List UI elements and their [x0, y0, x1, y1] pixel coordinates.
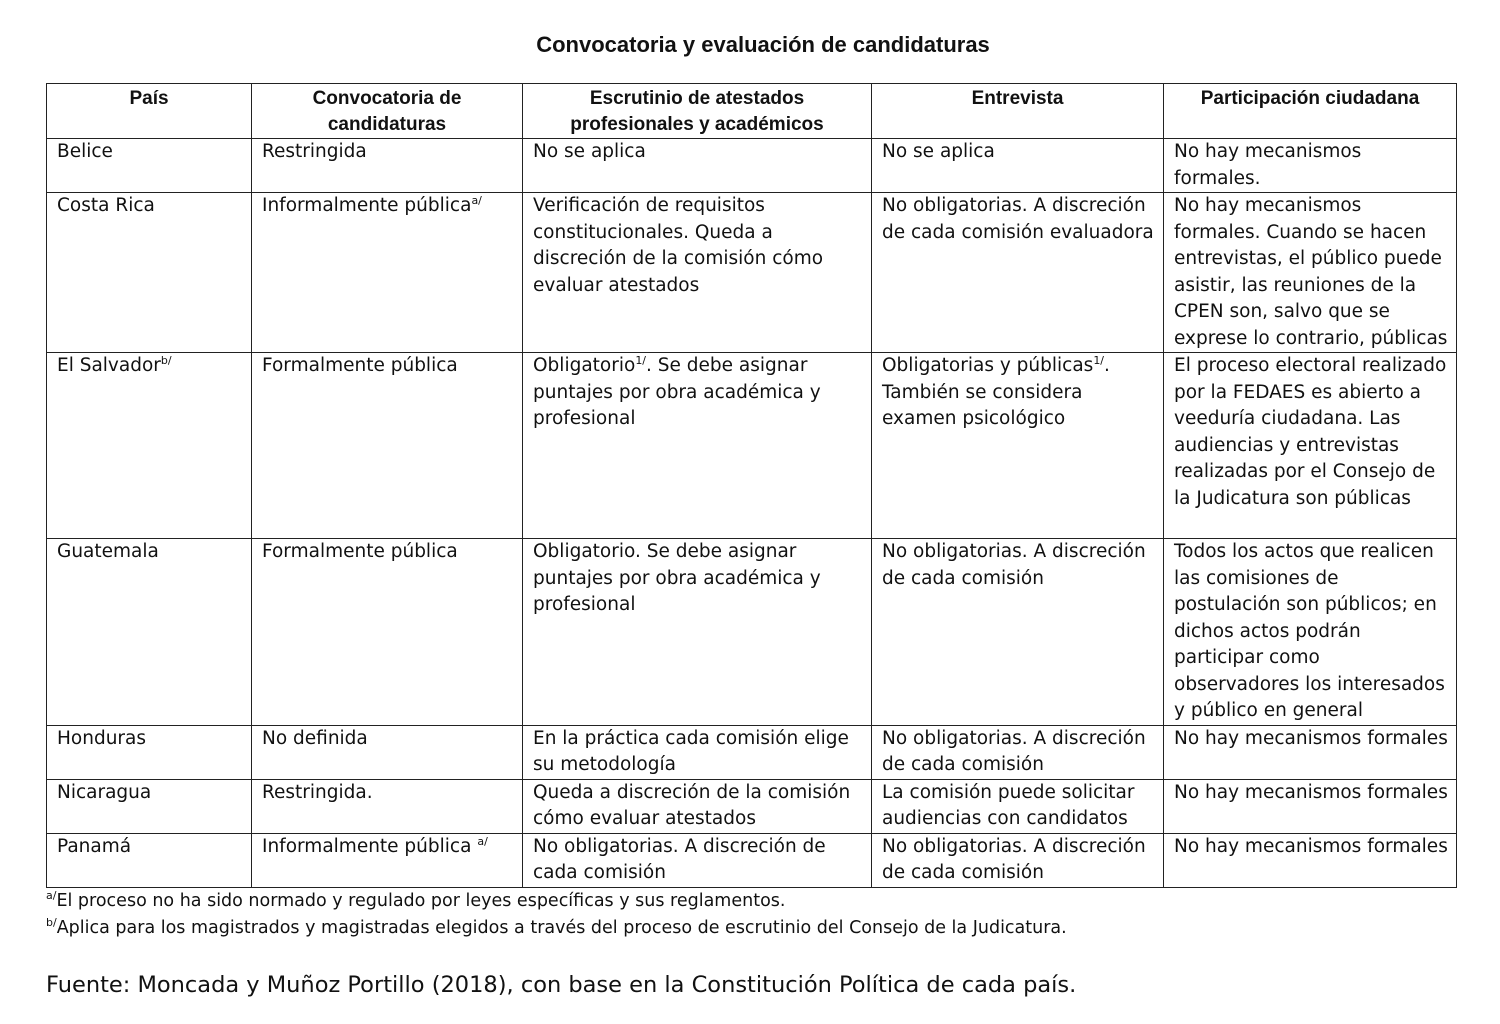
cell-participacion: El proceso electoral realizado por la FEDAES es abierto a veeduría ciudadana. Las audiencias y entrevistas realizadas por el Consejo de la Judicatura son públicas	[1164, 353, 1457, 539]
cell-escrutinio: No obligatorias. A discreción de cada comisión	[523, 833, 872, 887]
cell-participacion: No hay mecanismos formales. Cuando se hacen entrevistas, el público puede asistir, las reuniones de la CPEN son, salvo que se exprese lo contrario, públicas	[1164, 193, 1457, 353]
cell-convocatoria: Restringida	[252, 139, 523, 193]
cell-pais: El Salvador$^{b/}$	[47, 353, 252, 539]
cell-pais: Belice	[47, 139, 252, 193]
footnote-a: $^{a/}$El proceso no ha sido normado y regulado por leyes específicas y sus reglamentos.	[46, 889, 786, 911]
header-convocatoria: Convocatoria de candidaturas	[252, 84, 523, 139]
cell-convocatoria: Informalmente pública$^{a/}$	[252, 193, 523, 353]
footnote-b: $^{b/}$Aplica para los magistrados y magistradas elegidos a través del proceso de escrutinio del Consejo de la Judicatura.	[46, 915, 1067, 938]
header-participacion: Participación ciudadana	[1164, 84, 1457, 139]
cell-entrevista: No se aplica	[872, 139, 1164, 193]
header-row	[47, 84, 1457, 139]
source-note: Fuente: Moncada y Muñoz Portillo (2018), con base en la Constitución Política de cada país.	[46, 972, 1077, 998]
table-row	[47, 779, 1457, 833]
header-pais: País	[47, 84, 252, 139]
table-row	[47, 193, 1457, 353]
cell-convocatoria: Formalmente pública	[252, 539, 523, 726]
cell-entrevista: No obligatorias. A discreción de cada comisión evaluadora	[872, 193, 1164, 353]
cell-escrutinio: Obligatorio. Se debe asignar puntajes por obra académica y profesional	[523, 539, 872, 726]
cell-convocatoria: Formalmente pública	[252, 353, 523, 539]
cell-participacion: No hay mecanismos formales.	[1164, 139, 1457, 193]
cell-participacion: No hay mecanismos formales	[1164, 725, 1457, 779]
cell-participacion: No hay mecanismos formales	[1164, 833, 1457, 887]
cell-pais: Costa Rica	[47, 193, 252, 353]
cell-pais: Panamá	[47, 833, 252, 887]
table-row	[47, 539, 1457, 726]
cell-escrutinio: En la práctica cada comisión elige su metodología	[523, 725, 872, 779]
cell-convocatoria: No definida	[252, 725, 523, 779]
cell-participacion: No hay mecanismos formales	[1164, 779, 1457, 833]
table-row	[47, 833, 1457, 887]
cell-convocatoria: Informalmente pública $^{a/}$	[252, 833, 523, 887]
cell-entrevista: Obligatorias y públicas$^{1/}$. También se considera examen psicológico	[872, 353, 1164, 539]
cell-escrutinio: Obligatorio$^{1/}$. Se debe asignar puntajes por obra académica y profesional	[523, 353, 872, 539]
cell-escrutinio: Queda a discreción de la comisión cómo evaluar atestados	[523, 779, 872, 833]
candidaturas-table	[46, 83, 1457, 888]
footnotes	[46, 888, 1067, 941]
table-title: Convocatoria y evaluación de candidaturas	[536, 32, 990, 57]
cell-entrevista: La comisión puede solicitar audiencias con candidatos	[872, 779, 1164, 833]
cell-escrutinio: No se aplica	[523, 139, 872, 193]
cell-participacion: Todos los actos que realicen las comisiones de postulación son públicos; en dichos actos podrán participar como observadores los interesados y público en general	[1164, 539, 1457, 726]
cell-escrutinio: Verificación de requisitos constitucionales. Queda a discreción de la comisión cómo evaluar atestados	[523, 193, 872, 353]
cell-pais: Guatemala	[47, 539, 252, 726]
header-escrutinio: Escrutinio de atestados profesionales y académicos	[523, 84, 872, 139]
cell-entrevista: No obligatorias. A discreción de cada comisión	[872, 725, 1164, 779]
table-row	[47, 353, 1457, 539]
table-row	[47, 725, 1457, 779]
header-entrevista: Entrevista	[872, 84, 1164, 139]
cell-pais: Nicaragua	[47, 779, 252, 833]
table-row	[47, 139, 1457, 193]
cell-entrevista: No obligatorias. A discreción de cada comisión	[872, 833, 1164, 887]
cell-pais: Honduras	[47, 725, 252, 779]
cell-convocatoria: Restringida.	[252, 779, 523, 833]
cell-entrevista: No obligatorias. A discreción de cada comisión	[872, 539, 1164, 726]
